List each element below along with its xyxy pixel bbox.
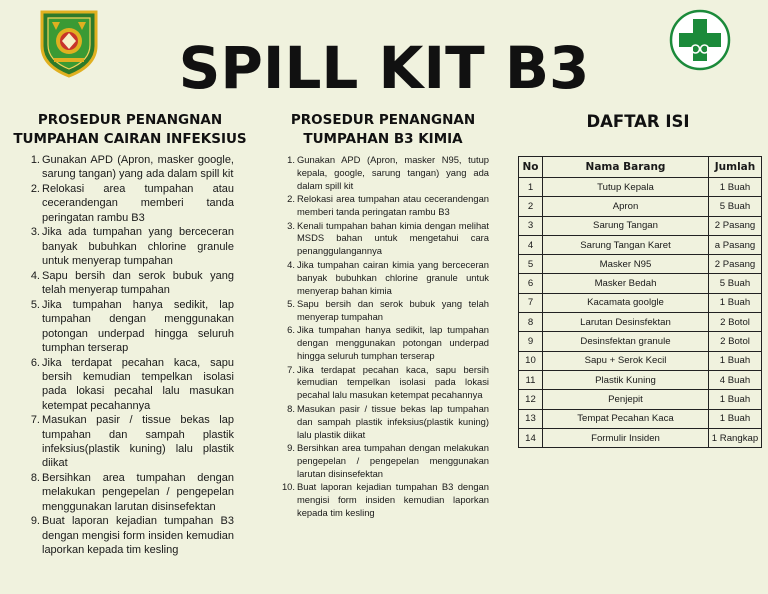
cell-quantity: 1 Buah bbox=[709, 178, 762, 197]
table-row bbox=[519, 235, 762, 254]
item-text: Bersihkan area tumpahan dengan melakukan pengepelan / pengepelan menggunakan larutan disinsefektan bbox=[42, 472, 234, 513]
cell-quantity: 5 Buah bbox=[709, 274, 762, 293]
item-number: 7. bbox=[30, 414, 40, 427]
item-text: Kenali tumpahan bahan kimia dengan melihat MSDS bahan untuk mengetahui cara penanggulangannya bbox=[297, 219, 489, 257]
list-item bbox=[278, 193, 489, 219]
cell-no: 6 bbox=[519, 274, 543, 293]
item-text: Jika tumpahan hanya sedikit, lap tumpahan dengan menggunakan potongan underpad hingga seluruh tumphan terserap bbox=[42, 298, 234, 354]
list-item bbox=[278, 403, 489, 442]
section-title-line: TUMPAHAN B3 KIMIA bbox=[303, 131, 463, 147]
cell-no: 7 bbox=[519, 293, 543, 312]
item-number: 2. bbox=[287, 193, 295, 205]
section-title-line: PROSEDUR PENANGNAN bbox=[37, 112, 223, 128]
item-text: Jika terdapat pecahan kaca, sapu bersih kemudian tempelkan isolasi pada lokasi pecahal lalu masukan ketempat pecahannya bbox=[297, 363, 489, 401]
item-text: Relokasi area tumpahan atau cecerandengan memberi tanda peringatan rambu B3 bbox=[297, 193, 489, 218]
procedure-list-infeksius bbox=[22, 153, 234, 558]
table-row bbox=[519, 313, 762, 332]
item-number: 2. bbox=[30, 183, 40, 196]
item-text: Jika ada tumpahan yang berceceran banyak bubuhkan chlorine granule untuk menyerap tumpahan bbox=[42, 226, 234, 268]
section-title-line: PROSEDUR PENANGNAN bbox=[290, 112, 476, 128]
table-row bbox=[519, 197, 762, 216]
cell-item-name: Apron bbox=[543, 197, 709, 216]
table-row bbox=[519, 274, 762, 293]
item-number: 7. bbox=[287, 363, 295, 375]
item-text: Masukan pasir / tissue bekas lap tumpahan dan sampah plastik infeksius(plastik kuning) lalu plastik diikat bbox=[297, 402, 489, 440]
item-text: Gunakan APD (Apron, masker google, sarung tangan) yang ada dalam spill kit bbox=[42, 154, 234, 181]
list-item bbox=[22, 471, 234, 514]
cell-item-name: Tempat Pecahan Kaca bbox=[543, 409, 709, 428]
cell-quantity: 2 Pasang bbox=[709, 216, 762, 235]
list-item bbox=[22, 514, 234, 557]
list-item bbox=[22, 356, 234, 413]
table-row bbox=[519, 255, 762, 274]
table-row bbox=[519, 351, 762, 370]
cell-quantity: 1 Buah bbox=[709, 293, 762, 312]
item-number: 9. bbox=[30, 515, 40, 528]
item-text: Jika tumpahan hanya sedikit, lap tumpahan dengan menggunakan potongan underpad hingga seluruh tumphan terserap bbox=[297, 324, 489, 362]
header-nama-barang: Nama Barang bbox=[543, 157, 709, 178]
cell-item-name: Formulir Insiden bbox=[543, 428, 709, 447]
item-number: 3. bbox=[30, 226, 40, 239]
list-item bbox=[278, 220, 489, 259]
list-item bbox=[278, 259, 489, 298]
cell-quantity: 4 Buah bbox=[709, 370, 762, 389]
item-text: Jika terdapat pecahan kaca, sapu bersih kemudian tempelkan isolasi pada lokasi pecahal lalu masukan ketempat pecahannya bbox=[42, 356, 234, 412]
list-item bbox=[22, 153, 234, 182]
table-row bbox=[519, 216, 762, 235]
list-item bbox=[278, 442, 489, 481]
cell-quantity: 1 Buah bbox=[709, 390, 762, 409]
table-row bbox=[519, 409, 762, 428]
cell-no: 13 bbox=[519, 409, 543, 428]
item-text: Relokasi area tumpahan atau cecerandengan memberi tanda peringatan rambu B3 bbox=[42, 183, 234, 224]
item-text: Buat laporan kejadian tumpahan B3 dengan mengisi form insiden kemudian laporkan kepada tim kesling bbox=[42, 515, 234, 557]
item-number: 5. bbox=[30, 298, 40, 311]
item-text: Buat laporan kejadian tumpahan B3 dengan mengisi form insiden kemudian laporkan kepada tim kesling bbox=[297, 481, 489, 518]
item-number: 9. bbox=[287, 441, 295, 453]
list-item bbox=[278, 364, 489, 403]
item-number: 8. bbox=[287, 402, 295, 414]
table-row bbox=[519, 178, 762, 197]
cell-no: 14 bbox=[519, 428, 543, 447]
cell-quantity: 5 Buah bbox=[709, 197, 762, 216]
table-row bbox=[519, 332, 762, 351]
cell-item-name: Tutup Kepala bbox=[543, 178, 709, 197]
header-no: No bbox=[519, 157, 543, 178]
procedure-list-kimia bbox=[278, 154, 489, 520]
list-item bbox=[278, 324, 489, 363]
item-number: 6. bbox=[287, 324, 295, 336]
cell-no: 8 bbox=[519, 313, 543, 332]
cell-quantity: 2 Botol bbox=[709, 332, 762, 351]
cell-no: 9 bbox=[519, 332, 543, 351]
table-row bbox=[519, 390, 762, 409]
item-number: 1. bbox=[287, 154, 295, 165]
cell-no: 10 bbox=[519, 351, 543, 370]
item-text: Sapu bersih dan serok bubuk yang telah menyerap tumpahan bbox=[297, 297, 489, 322]
inventory-table bbox=[518, 156, 762, 448]
cell-quantity: 2 Pasang bbox=[709, 255, 762, 274]
header-jumlah: Jumlah bbox=[709, 157, 762, 178]
list-item bbox=[22, 413, 234, 470]
cell-no: 4 bbox=[519, 235, 543, 254]
cell-item-name: Kacamata goolgle bbox=[543, 293, 709, 312]
cell-no: 11 bbox=[519, 370, 543, 389]
cell-quantity: 1 Rangkap bbox=[709, 428, 762, 447]
list-item bbox=[22, 269, 234, 298]
item-text: Jika tumpahan cairan kimia yang berceceran banyak bubuhkan chlorine granule untuk menyerap bahan kimia bbox=[297, 258, 489, 296]
inventory-body bbox=[519, 178, 762, 448]
cell-no: 3 bbox=[519, 216, 543, 235]
cell-item-name: Larutan Desinsfektan bbox=[543, 313, 709, 332]
item-text: Gunakan APD (Apron, masker N95, tutup kepala, google, sarung tangan) yang ada dalam spill kit bbox=[297, 154, 489, 191]
table-header-row bbox=[519, 157, 762, 178]
cell-no: 1 bbox=[519, 178, 543, 197]
cell-item-name: Penjepit bbox=[543, 390, 709, 409]
cell-quantity: a Pasang bbox=[709, 235, 762, 254]
list-item bbox=[22, 298, 234, 355]
cell-quantity: 2 Botol bbox=[709, 313, 762, 332]
item-number: 6. bbox=[30, 356, 40, 369]
list-item bbox=[22, 225, 234, 268]
cell-quantity: 1 Buah bbox=[709, 351, 762, 370]
item-text: Bersihkan area tumpahan dengan melakukan pengepelan / pengepelan menggunakan larutan disinsefektan bbox=[297, 441, 489, 479]
cell-item-name: Desinsfektan granule bbox=[543, 332, 709, 351]
item-text: Masukan pasir / tissue bekas lap tumpahan dan sampah plastik infeksius(plastik kuning) lalu plastik diikat bbox=[42, 414, 234, 470]
table-row bbox=[519, 293, 762, 312]
item-number: 8. bbox=[30, 472, 40, 485]
cell-no: 2 bbox=[519, 197, 543, 216]
page-title: SPILL KIT B3 bbox=[178, 34, 590, 102]
section-kimia-title bbox=[268, 111, 498, 149]
section-infeksius-title bbox=[10, 111, 250, 149]
cell-item-name: Sarung Tangan bbox=[543, 216, 709, 235]
item-text: Sapu bersih dan serok bubuk yang telah menyerap tumpahan bbox=[42, 269, 234, 297]
item-number: 1. bbox=[30, 154, 40, 166]
cell-item-name: Masker N95 bbox=[543, 255, 709, 274]
cell-quantity: 1 Buah bbox=[709, 409, 762, 428]
item-number: 4. bbox=[30, 269, 40, 282]
section-title-line: TUMPAHAN CAIRAN INFEKSIUS bbox=[13, 131, 247, 147]
cell-no: 12 bbox=[519, 390, 543, 409]
list-item bbox=[22, 182, 234, 225]
cell-item-name: Masker Bedah bbox=[543, 274, 709, 293]
item-number: 3. bbox=[287, 219, 295, 231]
table-row bbox=[519, 370, 762, 389]
inventory-title: DAFTAR ISI bbox=[586, 112, 690, 131]
item-number: 4. bbox=[287, 258, 295, 270]
cell-item-name: Sarung Tangan Karet bbox=[543, 235, 709, 254]
cell-item-name: Plastik Kuning bbox=[543, 370, 709, 389]
list-item bbox=[278, 298, 489, 324]
list-item bbox=[278, 154, 489, 193]
list-item bbox=[278, 481, 489, 520]
item-number: 10. bbox=[281, 481, 295, 493]
item-number: 5. bbox=[287, 297, 295, 309]
cell-item-name: Sapu + Serok Kecil bbox=[543, 351, 709, 370]
cell-no: 5 bbox=[519, 255, 543, 274]
table-row bbox=[519, 428, 762, 447]
